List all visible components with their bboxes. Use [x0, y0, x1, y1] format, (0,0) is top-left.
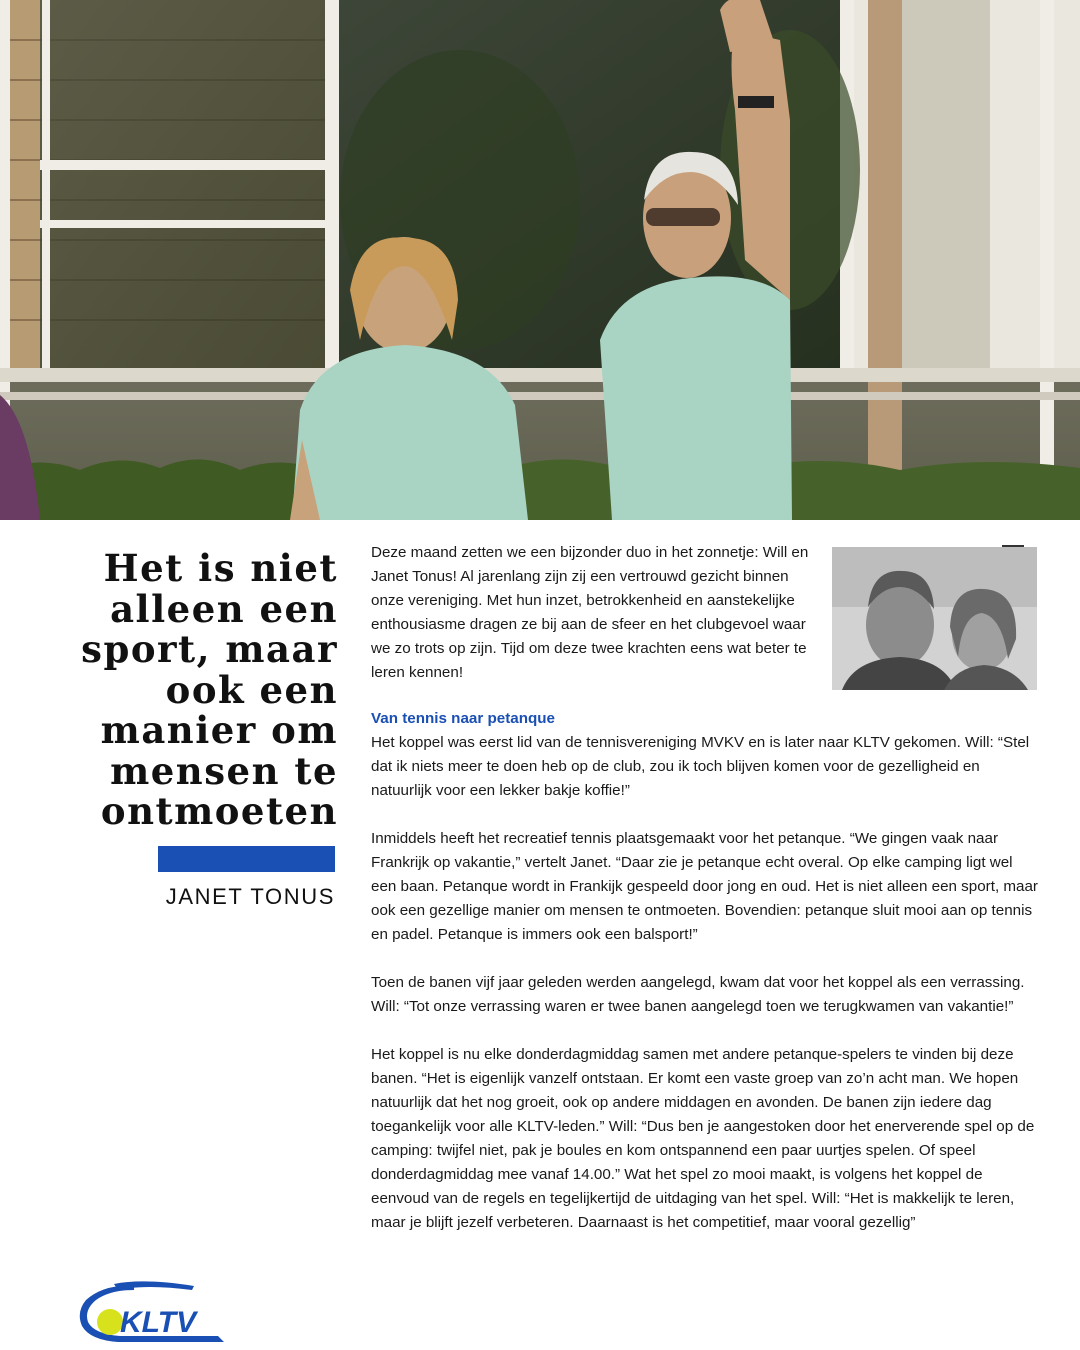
quote-line: Het is niet — [103, 546, 338, 590]
article-body — [371, 541, 1041, 1235]
quote-line: ontmoeten — [100, 789, 338, 833]
quote-line: manier om — [100, 708, 338, 752]
quote-author: JANET TONUS — [165, 884, 335, 909]
accent-bar — [158, 846, 335, 872]
article-paragraph: Toen de banen vijf jaar geleden werden aangelegd, kwam dat voor het koppel als een verrassing. Will: “Tot onze verrassing waren er twee banen aangelegd toen we terugkwamen van vakantie!” — [371, 974, 1025, 1015]
kltv-logo — [74, 1280, 230, 1346]
quote-line: alleen een — [110, 586, 338, 631]
logo-text: KLTV — [120, 1306, 197, 1339]
article-paragraph: Inmiddels heeft het recreatief tennis plaatsgemaakt voor het petanque. “We gingen vaak naar Frankrijk op vakantie,” vertelt Janet. “Daar zie je petanque echt overal. Op elke camping ligt wel een baan. Petanque wordt in Frankijk gespeeld door jong en oud. Het is niet alleen een sport, maar ook een gezellige manier om mensen te ontmoeten. Bovendien: petanque sluit mooi aan op tennis en padel. Petanque is immers ook een balsport!” — [371, 830, 1038, 943]
article-paragraph: Het koppel is nu elke donderdagmiddag samen met andere petanque-spelers te vinden bij deze banen. “Het is eigenlijk vanzelf ontstaan. Er komt een vaste groep van zo’n acht man. We hopen natuurlijk dat het nog groeit, ook op andere middagen en avonden. De banen zijn iedere dag toegankelijk voor alle KLTV-leden.” Will: “Dus ben je aangestoken door het enerverende spel op de camping: twijfel niet, pak je boules en kom ontspannend een paar uurtjes spelen. Of speel donderdagmiddag mee vanaf 14.00.” Wat het spel zo mooi maakt, is volgens het koppel de eenvoud van de regels en tegelijkertijd de uitdaging van het spel. Will: “Het is makkelijk te leren, maar je blijft jezelf verbeteren. Daarnaast is het competitief, maar vooral gezellig” — [371, 1046, 1035, 1231]
quote-line: sport, maar — [81, 627, 338, 671]
quote-line: ook een — [165, 667, 338, 712]
article-paragraph: Het koppel was eerst lid van de tennisvereniging MVKV en is later naar KLTV gekomen. Will: “Stel dat ik niets meer te doen heb op de club, zou ik toch blijven komen voor de gezelligheid en natuurlijk voor een lekker bakje koffie!” — [371, 734, 1030, 799]
pull-quote — [40, 548, 338, 832]
section-heading: Van tennis naar petanque — [371, 710, 555, 727]
hero-photo — [0, 0, 1080, 520]
quote-line: mensen te — [110, 748, 338, 793]
intro-paragraph: Deze maand zetten we een bijzonder duo in het zonnetje: Will en Janet Tonus! Al jarenlang zijn zij een vertrouwd gezicht binnen onze vereniging. Met hun inzet, betrokkenheid en aanstekelijke enthousiasme dragen ze bij aan de sfeer en het clubgevoel waar we zo trots op zijn. Tijd om deze twee krachten eens wat beter te leren kennen! — [371, 544, 809, 681]
